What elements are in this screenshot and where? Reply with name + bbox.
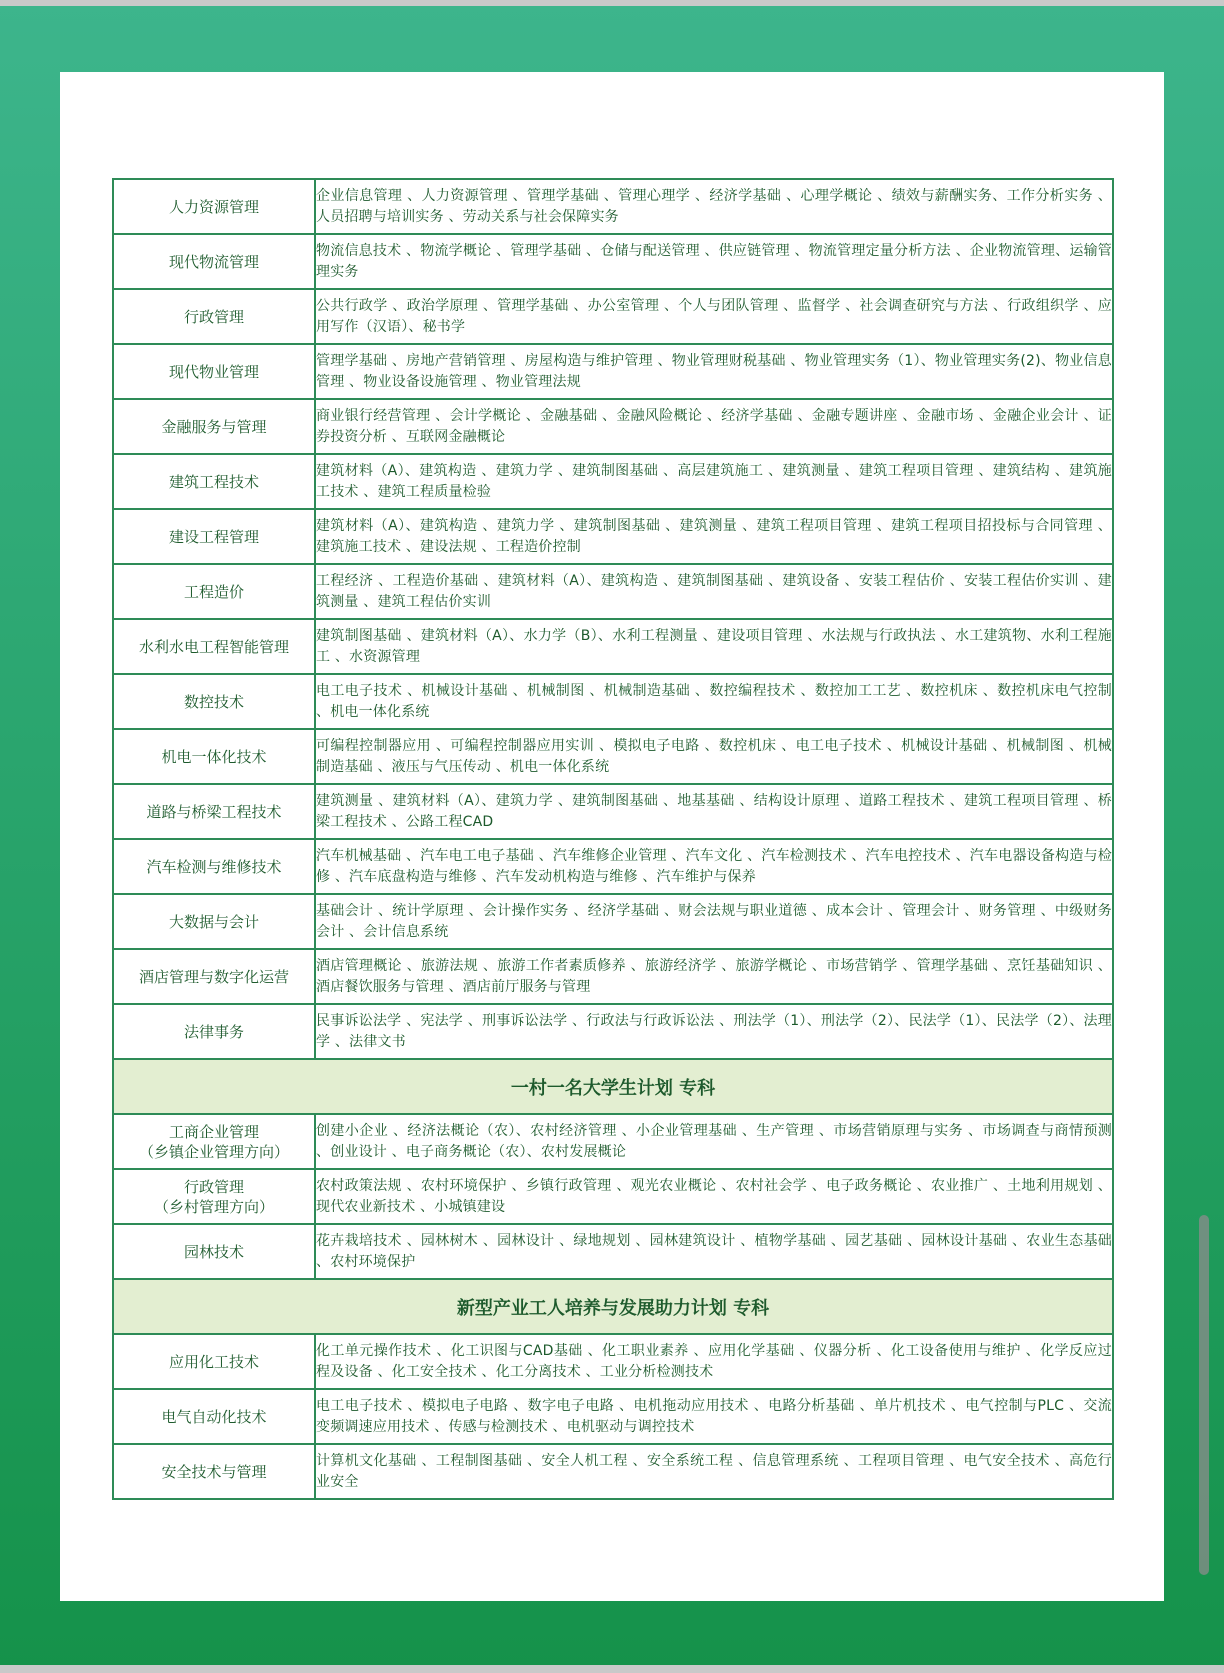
major-name: 行政管理 xyxy=(113,289,315,344)
table-row xyxy=(113,839,1113,894)
major-name: 工程造价 xyxy=(113,564,315,619)
section-title: 新型产业工人培养与发展助力计划 专科 xyxy=(113,1279,1113,1334)
major-name: 酒店管理与数字化运营 xyxy=(113,949,315,1004)
major-name: 建筑工程技术 xyxy=(113,454,315,509)
section-header-row xyxy=(113,1279,1113,1334)
course-list: 物流信息技术 、物流学概论 、管理学基础 、仓储与配送管理 、供应链管理 、物流管理定量分析方法 、企业物流管理、运输管理实务 xyxy=(315,234,1113,289)
section-header-row xyxy=(113,1059,1113,1114)
table-row xyxy=(113,1004,1113,1059)
course-list: 汽车机械基础 、汽车电工电子基础 、汽车维修企业管理 、汽车文化 、汽车检测技术 、汽车电控技术 、汽车电器设备构造与检修 、汽车底盘构造与维修 、汽车发动机构造与维修 、汽车维护与保养 xyxy=(315,839,1113,894)
major-name: 建设工程管理 xyxy=(113,509,315,564)
course-table xyxy=(112,178,1114,1500)
major-name: 金融服务与管理 xyxy=(113,399,315,454)
scrollbar-thumb[interactable] xyxy=(1199,1215,1209,1575)
course-list: 可编程控制器应用 、可编程控制器应用实训 、模拟电子电路 、数控机床 、电工电子技术 、机械设计基础 、机械制图 、机械制造基础 、液压与气压传动 、机电一体化系统 xyxy=(315,729,1113,784)
major-name xyxy=(113,1114,315,1169)
course-list: 建筑材料（A）、建筑构造 、建筑力学 、建筑制图基础 、高层建筑施工 、建筑测量 、建筑工程项目管理 、建筑结构 、建筑施工技术 、建筑工程质量检验 xyxy=(315,454,1113,509)
table-row xyxy=(113,509,1113,564)
section-title: 一村一名大学生计划 专科 xyxy=(113,1059,1113,1114)
table-row xyxy=(113,399,1113,454)
course-list: 基础会计 、统计学原理 、会计操作实务 、经济学基础 、财会法规与职业道德 、成本会计 、管理会计 、财务管理 、中级财务会计 、会计信息系统 xyxy=(315,894,1113,949)
major-name: 安全技术与管理 xyxy=(113,1444,315,1499)
table-row xyxy=(113,1169,1113,1224)
course-list: 电工电子技术 、机械设计基础 、机械制图 、机械制造基础 、数控编程技术 、数控加工工艺 、数控机床 、数控机床电气控制 、机电一体化系统 xyxy=(315,674,1113,729)
course-list: 建筑材料（A）、建筑构造 、建筑力学 、建筑制图基础 、建筑测量 、建筑工程项目管理 、建筑工程项目招投标与合同管理 、建筑施工技术 、建设法规 、工程造价控制 xyxy=(315,509,1113,564)
table-row xyxy=(113,1224,1113,1279)
table-row xyxy=(113,1444,1113,1499)
top-edge xyxy=(0,0,1224,6)
course-list: 计算机文化基础 、工程制图基础 、安全人机工程 、安全系统工程 、信息管理系统 、工程项目管理 、电气安全技术 、高危行业安全 xyxy=(315,1444,1113,1499)
table-row xyxy=(113,674,1113,729)
major-name: 大数据与会计 xyxy=(113,894,315,949)
major-direction: （乡村管理方向） xyxy=(153,1197,274,1216)
table-row xyxy=(113,729,1113,784)
bottom-edge xyxy=(0,1665,1224,1673)
major-name: 园林技术 xyxy=(113,1224,315,1279)
table-row xyxy=(113,564,1113,619)
major-name xyxy=(113,1169,315,1224)
course-list: 电工电子技术 、模拟电子电路 、数字电子电路 、电机拖动应用技术 、电路分析基础 、单片机技术 、电气控制与PLC 、交流变频调速应用技术 、传感与检测技术 、电机驱动与调控技术 xyxy=(315,1389,1113,1444)
major-title: 行政管理 xyxy=(183,1177,244,1196)
major-name: 应用化工技术 xyxy=(113,1334,315,1389)
course-list: 建筑制图基础 、建筑材料（A）、水力学（B）、水利工程测量 、建设项目管理 、水法规与行政执法 、水工建筑物、水利工程施工 、水资源管理 xyxy=(315,619,1113,674)
table-row xyxy=(113,454,1113,509)
major-name: 现代物流管理 xyxy=(113,234,315,289)
table-row xyxy=(113,1334,1113,1389)
major-name: 道路与桥梁工程技术 xyxy=(113,784,315,839)
table-row xyxy=(113,949,1113,1004)
table-row xyxy=(113,289,1113,344)
major-name: 人力资源管理 xyxy=(113,179,315,234)
table-row xyxy=(113,344,1113,399)
course-list: 酒店管理概论 、旅游法规 、旅游工作者素质修养 、旅游经济学 、旅游学概论 、市场营销学 、管理学基础 、烹饪基础知识 、酒店餐饮服务与管理 、酒店前厅服务与管理 xyxy=(315,949,1113,1004)
table-row xyxy=(113,234,1113,289)
table-row xyxy=(113,619,1113,674)
major-title: 工商企业管理 xyxy=(168,1122,259,1141)
major-name: 现代物业管理 xyxy=(113,344,315,399)
major-name: 水利水电工程智能管理 xyxy=(113,619,315,674)
major-name: 法律事务 xyxy=(113,1004,315,1059)
course-list: 商业银行经营管理 、会计学概论 、金融基础 、金融风险概论 、经济学基础 、金融专题讲座 、金融市场 、金融企业会计 、证券投资分析 、互联网金融概论 xyxy=(315,399,1113,454)
table-row xyxy=(113,894,1113,949)
course-list: 民事诉讼法学 、宪法学 、刑事诉讼法学 、行政法与行政诉讼法 、刑法学（1）、刑法学（2）、民法学（1）、民法学（2）、法理学 、法律文书 xyxy=(315,1004,1113,1059)
document-page xyxy=(60,72,1164,1601)
table-row xyxy=(113,1114,1113,1169)
major-name: 电气自动化技术 xyxy=(113,1389,315,1444)
course-list: 农村政策法规 、农村环境保护 、乡镇行政管理 、观光农业概论 、农村社会学 、电子政务概论 、农业推广 、土地利用规划 、现代农业新技术 、小城镇建设 xyxy=(315,1169,1113,1224)
course-list: 建筑测量 、建筑材料（A）、建筑力学 、建筑制图基础 、地基基础 、结构设计原理 、道路工程技术 、建筑工程项目管理 、桥梁工程技术 、公路工程CAD xyxy=(315,784,1113,839)
course-list: 花卉栽培技术 、园林树木 、园林设计 、绿地规划 、园林建筑设计 、植物学基础 、园艺基础 、园林设计基础 、农业生态基础 、农村环境保护 xyxy=(315,1224,1113,1279)
major-name: 机电一体化技术 xyxy=(113,729,315,784)
course-list: 公共行政学 、政治学原理 、管理学基础 、办公室管理 、个人与团队管理 、监督学 、社会调查研究与方法 、行政组织学 、应用写作（汉语）、秘书学 xyxy=(315,289,1113,344)
table-row xyxy=(113,179,1113,234)
table-row xyxy=(113,1389,1113,1444)
table-row xyxy=(113,784,1113,839)
major-direction: （乡镇企业管理方向） xyxy=(138,1142,289,1161)
course-list: 工程经济 、工程造价基础 、建筑材料（A）、建筑构造 、建筑制图基础 、建筑设备 、安装工程估价 、安装工程估价实训 、建筑测量 、建筑工程估价实训 xyxy=(315,564,1113,619)
course-list: 管理学基础 、房地产营销管理 、房屋构造与维护管理 、物业管理财税基础 、物业管理实务（1）、物业管理实务(2)、物业信息管理 、物业设备设施管理 、物业管理法规 xyxy=(315,344,1113,399)
major-name: 汽车检测与维修技术 xyxy=(113,839,315,894)
major-name: 数控技术 xyxy=(113,674,315,729)
course-list: 创建小企业 、经济法概论（农）、农村经济管理 、小企业管理基础 、生产管理 、市场营销原理与实务 、市场调查与商情预测 、创业设计 、电子商务概论（农）、农村发展概论 xyxy=(315,1114,1113,1169)
course-list: 企业信息管理 、人力资源管理 、管理学基础 、管理心理学 、经济学基础 、心理学概论 、绩效与薪酬实务、工作分析实务 、人员招聘与培训实务 、劳动关系与社会保障实务 xyxy=(315,179,1113,234)
course-list: 化工单元操作技术 、化工识图与CAD基础 、化工职业素养 、应用化学基础 、仪器分析 、化工设备使用与维护 、化学反应过程及设备 、化工安全技术 、化工分离技术 、工业分析检测技术 xyxy=(315,1334,1113,1389)
